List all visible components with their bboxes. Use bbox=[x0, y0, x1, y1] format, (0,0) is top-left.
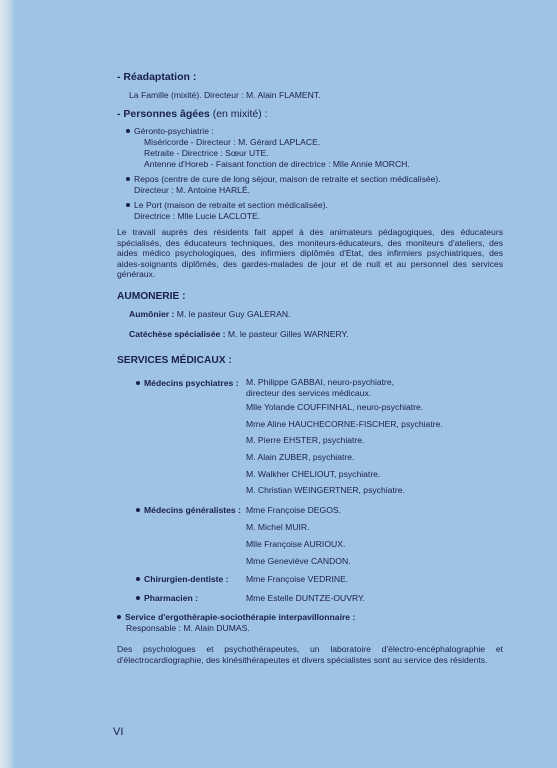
psy-line: Mme Aline HAUCHECORNE-FISCHER, psychiatre. bbox=[246, 419, 443, 429]
psy-label: Médecins psychiatres : bbox=[144, 378, 239, 388]
geronto-line: Miséricorde - Directeur : M. Gérard LAPLACE. bbox=[144, 137, 321, 147]
aumonier-label: Aumônier : bbox=[129, 309, 175, 319]
port-row bbox=[126, 200, 328, 211]
psy-label-row bbox=[136, 378, 239, 389]
page-number: VI bbox=[113, 726, 124, 738]
geronto-line: Retraite - Directrice : Sœur UTE. bbox=[144, 148, 269, 158]
gen-line: M. Michel MUIR. bbox=[246, 522, 310, 532]
bullet-icon bbox=[136, 508, 140, 512]
catechese-row bbox=[129, 329, 349, 340]
port-line2: Directrice : Mlle Lucie LACLOTE. bbox=[134, 211, 261, 221]
repos-line1: Repos (centre de cure de long séjour, maison de retraite et section médicalisée). bbox=[134, 174, 441, 184]
ergo-title-row bbox=[117, 612, 355, 623]
bullet-icon bbox=[117, 615, 121, 619]
dentiste-label-row bbox=[136, 574, 229, 585]
gen-line: Mlle Françoise AURIOUX. bbox=[246, 539, 346, 549]
geronto-title-row bbox=[126, 126, 214, 137]
aumonier-row bbox=[129, 309, 290, 320]
catechese-value: M. le pasteur Gilles WARNERY. bbox=[227, 329, 349, 339]
port-line1: Le Port (maison de retraite et section médicalisée). bbox=[134, 200, 328, 210]
ergo-title: Service d'ergothérapie-sociothérapie interpavillonnaire : bbox=[125, 612, 356, 622]
psy-line: M. Christian WEINGERTNER, psychiatre. bbox=[246, 485, 405, 495]
bullet-icon bbox=[126, 203, 130, 207]
bullet-icon bbox=[126, 177, 130, 181]
gen-line: Mme Françoise DEGOS. bbox=[246, 505, 342, 515]
bullet-icon bbox=[136, 381, 140, 385]
bullet-icon bbox=[126, 129, 130, 133]
geronto-line: Antenne d'Horeb - Faisant fonction de directrice : Mlle Annie MORCH. bbox=[144, 159, 410, 169]
pharmacien-value: Mme Estelle DUNTZE-OUVRY. bbox=[246, 593, 366, 603]
readaptation-line: La Famille (mixité). Directeur : M. Alain FLAMENT. bbox=[129, 90, 321, 100]
bullet-icon bbox=[136, 596, 140, 600]
staff-paragraph: Le travail auprès des résidents fait appel à des animateurs pédagogiques, des éducateurs spécialisés, des éducateurs techniques, des moniteurs-éducateurs, des moniteurs d'ateliers, des aides médico psychologiques, des infirmiers diplômés d'Etat, des infirmiers psychiatriques, des aides-soignants diplômés, des gardes-malades de jour et de nuit et au personnel des services généraux. bbox=[117, 227, 503, 280]
personnes-agees-heading-bold: - Personnes âgées bbox=[117, 108, 210, 120]
pharmacien-label: Pharmacien : bbox=[144, 593, 198, 603]
psy-line: directeur des services médicaux. bbox=[246, 388, 372, 398]
geronto-title: Géronto-psychiatrie : bbox=[134, 126, 214, 136]
ergo-responsable: Responsable : M. Alain DUMAS. bbox=[126, 623, 250, 633]
gen-line: Mme Geneviève CANDON. bbox=[246, 556, 351, 566]
bullet-icon bbox=[136, 577, 140, 581]
psy-line: M. Walkher CHELIOUT, psychiatre. bbox=[246, 469, 381, 479]
gen-label: Médecins généralistes : bbox=[144, 505, 241, 515]
psy-line: M. Pierre EHSTER, psychiatre. bbox=[246, 435, 365, 445]
gen-label-row bbox=[136, 505, 241, 516]
psy-line: M. Alain ZUBER, psychiatre. bbox=[246, 452, 355, 462]
aumonier-value: M. le pasteur Guy GALERAN. bbox=[176, 309, 291, 319]
repos-line2: Directeur : M. Antoine HARLÉ. bbox=[134, 185, 251, 195]
personnes-agees-heading-rest: (en mixité) : bbox=[212, 108, 268, 120]
services-medicaux-heading: SERVICES MÉDICAUX : bbox=[117, 355, 232, 366]
catechese-label: Catéchèse spécialisée : bbox=[129, 329, 226, 339]
dentiste-value: Mme Françoise VEDRINE. bbox=[246, 574, 349, 584]
psy-line: Mlle Yolande COUFFINHAL, neuro-psychiatre. bbox=[246, 402, 424, 412]
repos-row bbox=[126, 174, 441, 185]
closing-paragraph: Des psychologues et psychothérapeutes, un laboratoire d'électro-encéphalographie et d'électrocardiographie, des kinésithérapeutes et divers spécialistes sont au service des résidents. bbox=[117, 644, 503, 665]
aumonerie-heading: AUMONERIE : bbox=[117, 291, 186, 302]
dentiste-label: Chirurgien-dentiste : bbox=[144, 574, 229, 584]
readaptation-heading: - Réadaptation : bbox=[117, 71, 197, 83]
pharmacien-label-row bbox=[136, 593, 198, 604]
personnes-agees-heading bbox=[117, 109, 268, 120]
psy-line: M. Philippe GABBAI, neuro-psychiatre, bbox=[246, 377, 395, 387]
